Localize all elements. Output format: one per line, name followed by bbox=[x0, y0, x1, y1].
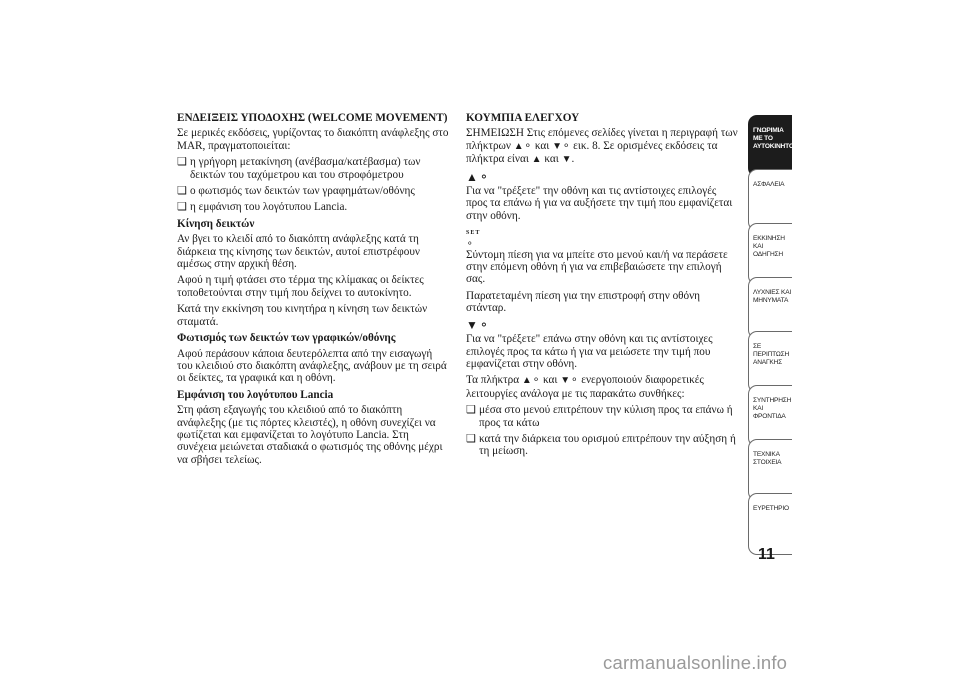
up-button-icon: ▲⚬ bbox=[521, 375, 541, 387]
down-button-icon: ▼⚬ bbox=[560, 375, 579, 387]
tab-maintenance[interactable]: ΣΥΝΤΗΡΗΣΗ ΚΑΙ ΦΡΟΝΤΙΔΑ bbox=[748, 385, 792, 447]
ballot-box-icon: ❑ bbox=[466, 404, 477, 417]
paragraph: Αφού περάσουν κάποια δευτερόλεπτα από την εισαγωγή του κλειδιού στο διακόπτη ανάφλεξης, ανάβουν με τη σειρά οι δείκτες, τα γραφικά και η οθόνη. bbox=[177, 347, 447, 385]
tab-getting-to-know[interactable]: ΓΝΩΡΙΜΙΑ ΜΕ ΤΟ ΑΥΤΟΚΙΝΗΤΟ bbox=[748, 115, 792, 177]
paragraph: Αφού η τιμή φτάσει στο τέρμα της κλίμακας οι δείκτες τοποθετούνται στην τιμή που δείχνει το αυτοκίνητο. bbox=[177, 274, 424, 299]
up-button-icon: ▲⚬ bbox=[466, 169, 490, 184]
paragraph: Σε μερικές εκδόσεις, γυρίζοντας το διακόπτη ανάφλεξης στο MAR, πραγματοποιείται: bbox=[177, 127, 449, 152]
list-item: ❑ μέσα στο μενού επιτρέπουν την κύλιση προς τα επάνω ή προς τα κάτω bbox=[466, 404, 733, 429]
list-item: ❑ ο φωτισμός των δεικτών των γραφημάτων/οθόνης bbox=[177, 185, 415, 198]
down-button-icon: ▼⚬ bbox=[466, 317, 490, 332]
paragraph: Στη φάση εξαγωγής του κλειδιού από το διακόπτη ανάφλεξης (με τις πόρτες κλειστές), η οθόνη συνεχίζει να φωτίζεται και εμφανίζεται το λογότυπο Lancia. Στη συνέχεια μειώνεται σταδιακά ο φωτισμός της οθόνης μέχρι να σβήσει τελείως. bbox=[177, 404, 443, 466]
heading-lighting: Φωτισμός των δεικτών των γραφικών/οθόνης bbox=[177, 332, 396, 345]
up-button-icon: ▲⚬ bbox=[513, 140, 533, 152]
heading-pointer-movement: Κίνηση δεικτών bbox=[177, 217, 255, 230]
keys-paragraph: Τα πλήκτρα ▲⚬ και ▼⚬ ενεργοποιούν διαφορετικές λειτουργίες ανάλογα με τις παρακάτω συνθήκες: bbox=[466, 374, 704, 400]
page-number: 11 bbox=[758, 546, 775, 563]
down-button-icon: ▼⚬ bbox=[552, 140, 571, 152]
paragraph: Κατά την εκκίνηση του κινητήρα η κίνηση των δεικτών σταματά. bbox=[177, 303, 428, 328]
tab-emergency[interactable]: ΣΕ ΠΕΡΙΠΤΩΣΗ ΑΝΑΓΚΗΣ bbox=[748, 331, 792, 393]
list-item: ❑ η γρήγορη μετακίνηση (ανέβασμα/κατέβασμα) των δεικτών του ταχύμετρου και του στροφόμετρου bbox=[177, 156, 421, 181]
heading-logo: Εμφάνιση του λογότυπου Lancia bbox=[177, 388, 334, 401]
note-paragraph: ΣΗΜΕΙΩΣΗ Στις επόμενες σελίδες γίνεται η περιγραφή των πλήκτρων ▲⚬ και ▼⚬ εικ. 8. Σε ορισμένες εκδόσεις τα πλήκτρα είναι ▲ και ▼. bbox=[466, 127, 738, 166]
heading-welcome-movement: ΕΝΔΕΙΞΕΙΣ ΥΠΟΔΟΧΗΣ (WELCOME MOVEMENT) bbox=[177, 112, 448, 124]
tab-starting-driving[interactable]: ΕΚΚΙΝΗΣΗ ΚΑΙ ΟΔΗΓΗΣΗ bbox=[748, 223, 792, 285]
left-column bbox=[177, 112, 449, 470]
paragraph: Αν βγει το κλειδί από το διακόπτη ανάφλεξης κατά τη διάρκεια της κίνησης των δεικτών, αυτοί επιστρέφουν αμέσως στην αρχική θέση. bbox=[177, 233, 420, 271]
ballot-box-icon: ❑ bbox=[177, 185, 188, 198]
tab-warning-lights[interactable]: ΛΥΧΝΙΕΣ ΚΑΙ ΜΗΝΥΜΑΤΑ bbox=[748, 277, 792, 339]
tab-safety[interactable]: ΑΣΦΑΛΕΙΑ bbox=[748, 169, 792, 231]
list-item: ❑ κατά την διάρκεια του ορισμού επιτρέπουν την αύξηση ή τη μείωση. bbox=[466, 432, 736, 458]
ballot-box-icon: ❑ bbox=[466, 432, 477, 445]
watermark: carmanualsonline.info bbox=[603, 652, 788, 673]
down-arrow-icon: ▼ bbox=[561, 154, 572, 166]
ballot-box-icon: ❑ bbox=[177, 156, 188, 169]
right-column bbox=[466, 112, 740, 462]
heading-control-buttons: ΚΟΥΜΠΙΑ ΕΛΕΓΧΟΥ bbox=[466, 112, 580, 124]
up-button-description: Για να "τρέξετε" την οθόνη και τις αντίστοιχες επιλογές προς τα επάνω ή για να αυξήσετε την τιμή που εμφανίζεται στην οθόνη. bbox=[466, 185, 733, 222]
set-short-description: Σύντομη πίεση για να μπείτε στο μενού και/ή να περάσετε στην επόμενη οθόνη ή για να επιβεβαιώσετε την επιλογή σας. bbox=[466, 248, 728, 286]
set-button-icon: SET ⚬ bbox=[466, 230, 481, 248]
tab-index[interactable]: ΕΥΡΕΤΗΡΙΟ bbox=[748, 493, 792, 555]
ballot-box-icon: ❑ bbox=[177, 201, 188, 214]
up-arrow-icon: ▲ bbox=[531, 154, 542, 166]
down-button-description: Για να "τρέξετε" επάνω στην οθόνη και τις αντίστοιχες επιλογές προς τα κάτω ή για να μειώσετε την τιμή που εμφανίζεται στην οθόνη. bbox=[466, 333, 713, 370]
tab-technical-data[interactable]: ΤΕΧΝΙΚΑ ΣΤΟΙΧΕΙΑ bbox=[748, 439, 792, 501]
set-long-description: Παρατεταμένη πίεση για την επιστροφή στην οθόνη στάνταρ. bbox=[466, 289, 701, 315]
list-item: ❑ η εμφάνιση του λογότυπου Lancia. bbox=[177, 201, 348, 214]
